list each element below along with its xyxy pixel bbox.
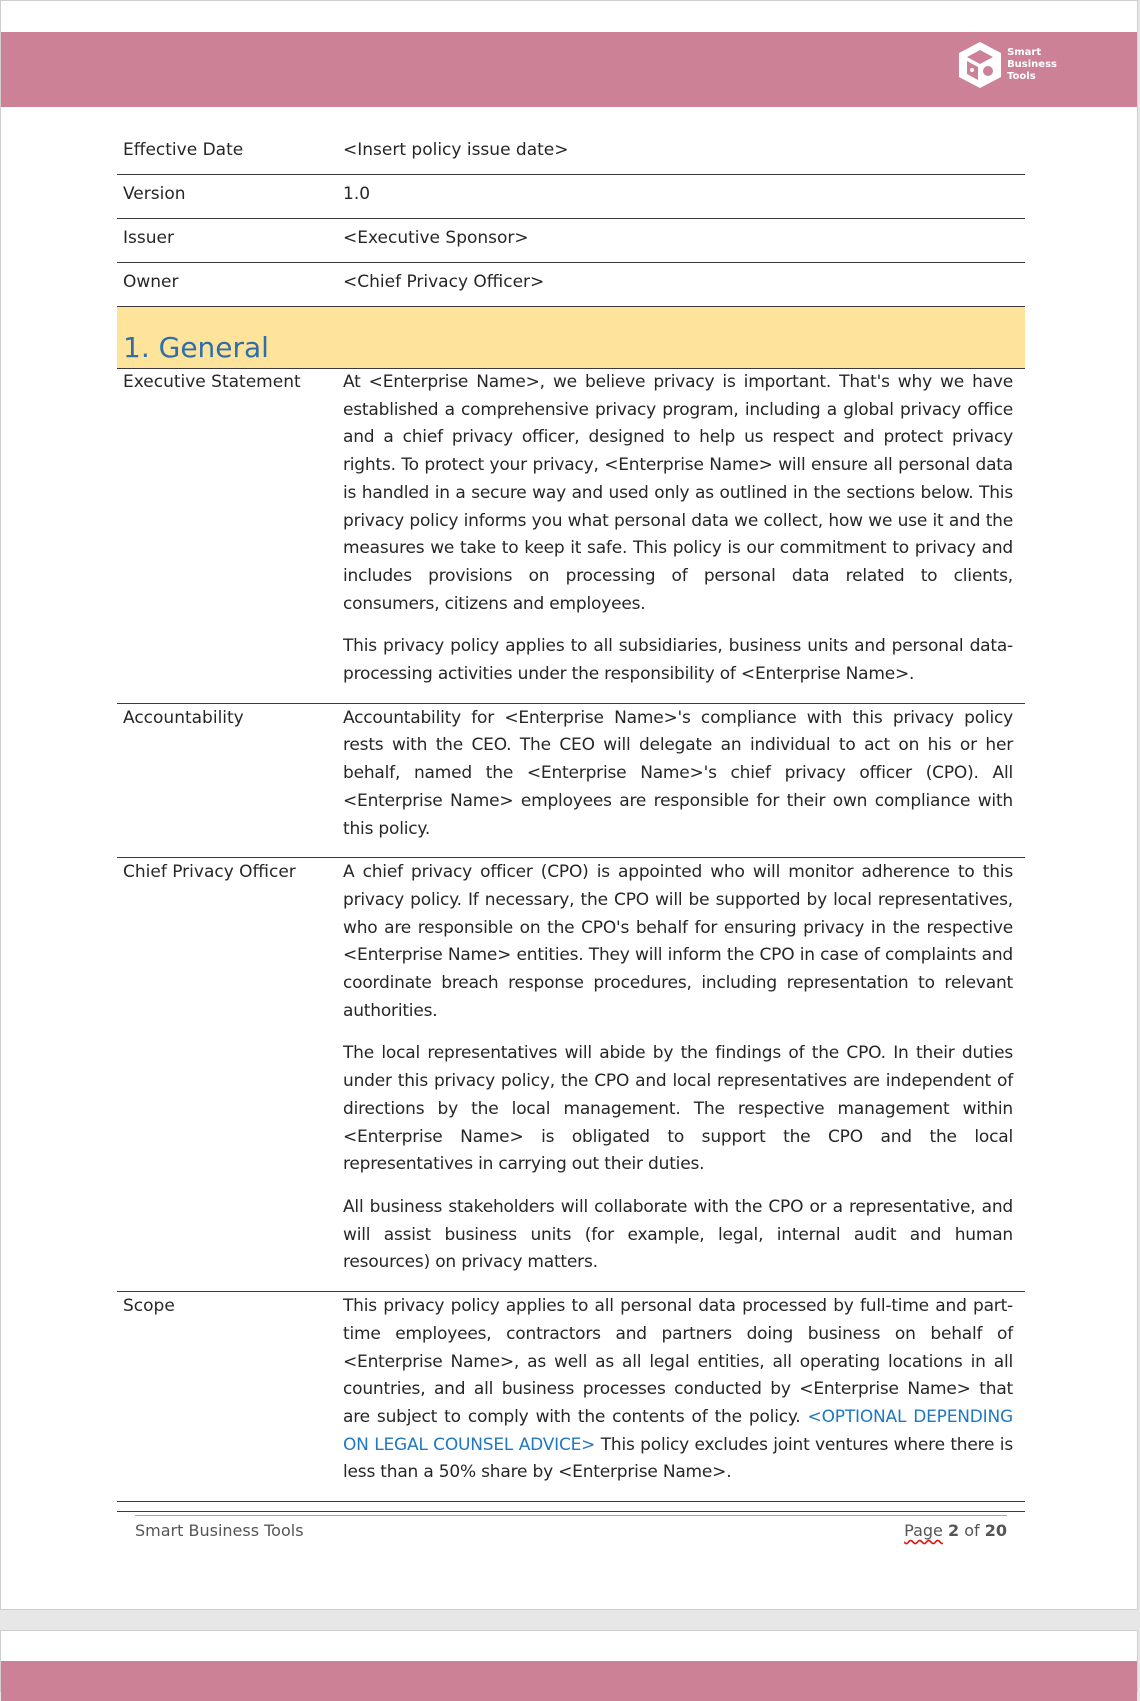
section-body [343, 369, 1013, 689]
section-label: Executive Statement [123, 372, 301, 392]
scope-text: This privacy policy applies to all personal data processed by full-time and part-time employees, contractors and partners doing business on behalf of <Enterprise Name>, as well as all legal entities, all operating locations in all countries, and all business processes conducted by <Enterprise Name> that are subject to comply with the contents of the policy. [343, 1296, 1013, 1427]
section-chief-privacy-officer [117, 858, 1025, 1292]
section-accountability [117, 704, 1025, 859]
page-footer [117, 1511, 1025, 1540]
company-logo [957, 40, 1057, 90]
meta-label: Version [123, 184, 186, 204]
footer-line [135, 1515, 1007, 1540]
section-label: Accountability [123, 707, 244, 728]
meta-label: Owner [123, 272, 179, 292]
section-executive-statement [117, 369, 1025, 704]
next-page-preview [0, 1630, 1138, 1692]
logo-line: Smart [1007, 47, 1042, 58]
paragraph: This privacy policy applies to all subsidiaries, business units and personal data-processing activities under the responsibility of <Enterprise Name>. [343, 636, 1013, 685]
meta-row-owner [117, 263, 1025, 307]
meta-value: <Executive Sponsor> [343, 228, 529, 248]
paragraph [343, 1293, 1013, 1487]
logo-text [1007, 47, 1057, 83]
paragraph: All business stakeholders will collaborate with the CPO or a representative, and will assist business units (for example, legal, internal audit and human resources) on privacy matters. [343, 1196, 1013, 1273]
page-total: 20 [984, 1521, 1007, 1540]
page-word: Page [904, 1521, 943, 1540]
paragraph: A chief privacy officer (CPO) is appointed who will monitor adherence to this privacy policy. If necessary, the CPO will be supported by local representatives, who are responsible on the CPO's behalf for ensuring privacy in the respective <Enterprise Name> entities. They will inform the CPO in case of complaints and coordinate breach response procedures, including representation to relevant authorities. [343, 862, 1013, 1021]
section-label: Scope [123, 1296, 175, 1317]
meta-row-effective-date [117, 131, 1025, 175]
paragraph: The local representatives will abide by the findings of the CPO. In their duties under this privacy policy, the CPO and local representatives are independent of directions by the local management. The respective management within <Enterprise Name> is obligated to support the CPO and the local representatives in carrying out their duties. [343, 1043, 1013, 1175]
meta-value: <Insert policy issue date> [343, 140, 569, 160]
footer-company: Smart Business Tools [135, 1521, 304, 1540]
section-heading-text: 1. General [123, 331, 269, 364]
section-body [343, 859, 1013, 1277]
cube-logo-icon [957, 40, 1003, 90]
of-word: of [964, 1521, 980, 1540]
scope-text: This policy excludes joint ventures where there is less than a 50% share by <Enterprise Name>. [343, 1434, 1013, 1483]
page-number [904, 1521, 1007, 1540]
section-body [343, 705, 1013, 844]
next-page-header-band [1, 1661, 1137, 1701]
meta-row-version [117, 175, 1025, 219]
page-header-band [1, 32, 1137, 107]
meta-label: Effective Date [123, 140, 244, 160]
paragraph: At <Enterprise Name>, we believe privacy is important. That's why we have established a comprehensive privacy program, including a global privacy office and a chief privacy officer, designed to help us respect and protect privacy rights. To protect your privacy, <Enterprise Name> will ensure all personal data is handled in a secure way and used only as outlined in the sections below. This privacy policy informs you what personal data we collect, how we use it and the measures we take to keep it safe. This policy is our commitment to privacy and includes provisions on processing of personal data related to clients, consumers, citizens and employees. [343, 372, 1013, 614]
meta-value: <Chief Privacy Officer> [343, 272, 545, 292]
section-body [343, 1293, 1013, 1487]
policy-content [117, 131, 1025, 1502]
meta-row-issuer [117, 219, 1025, 263]
meta-label: Issuer [123, 228, 174, 248]
page-current: 2 [947, 1521, 960, 1540]
meta-value: 1.0 [343, 184, 371, 204]
optional-legal-note: <OPTIONAL DEPENDING ON LEGAL COUNSEL ADVICE> [343, 1406, 1013, 1455]
paragraph: Accountability for <Enterprise Name>'s compliance with this privacy policy rests with the CEO. The CEO will delegate an individual to act on his or her behalf, named the <Enterprise Name>'s chief privacy officer (CPO). All <Enterprise Name> employees are responsible for their own compliance with this policy. [343, 707, 1013, 839]
logo-line: Business [1007, 59, 1057, 70]
section-label: Chief Privacy Officer [123, 862, 296, 883]
section-heading-general [117, 307, 1025, 369]
logo-line: Tools [1007, 71, 1036, 82]
section-scope [117, 1292, 1025, 1502]
